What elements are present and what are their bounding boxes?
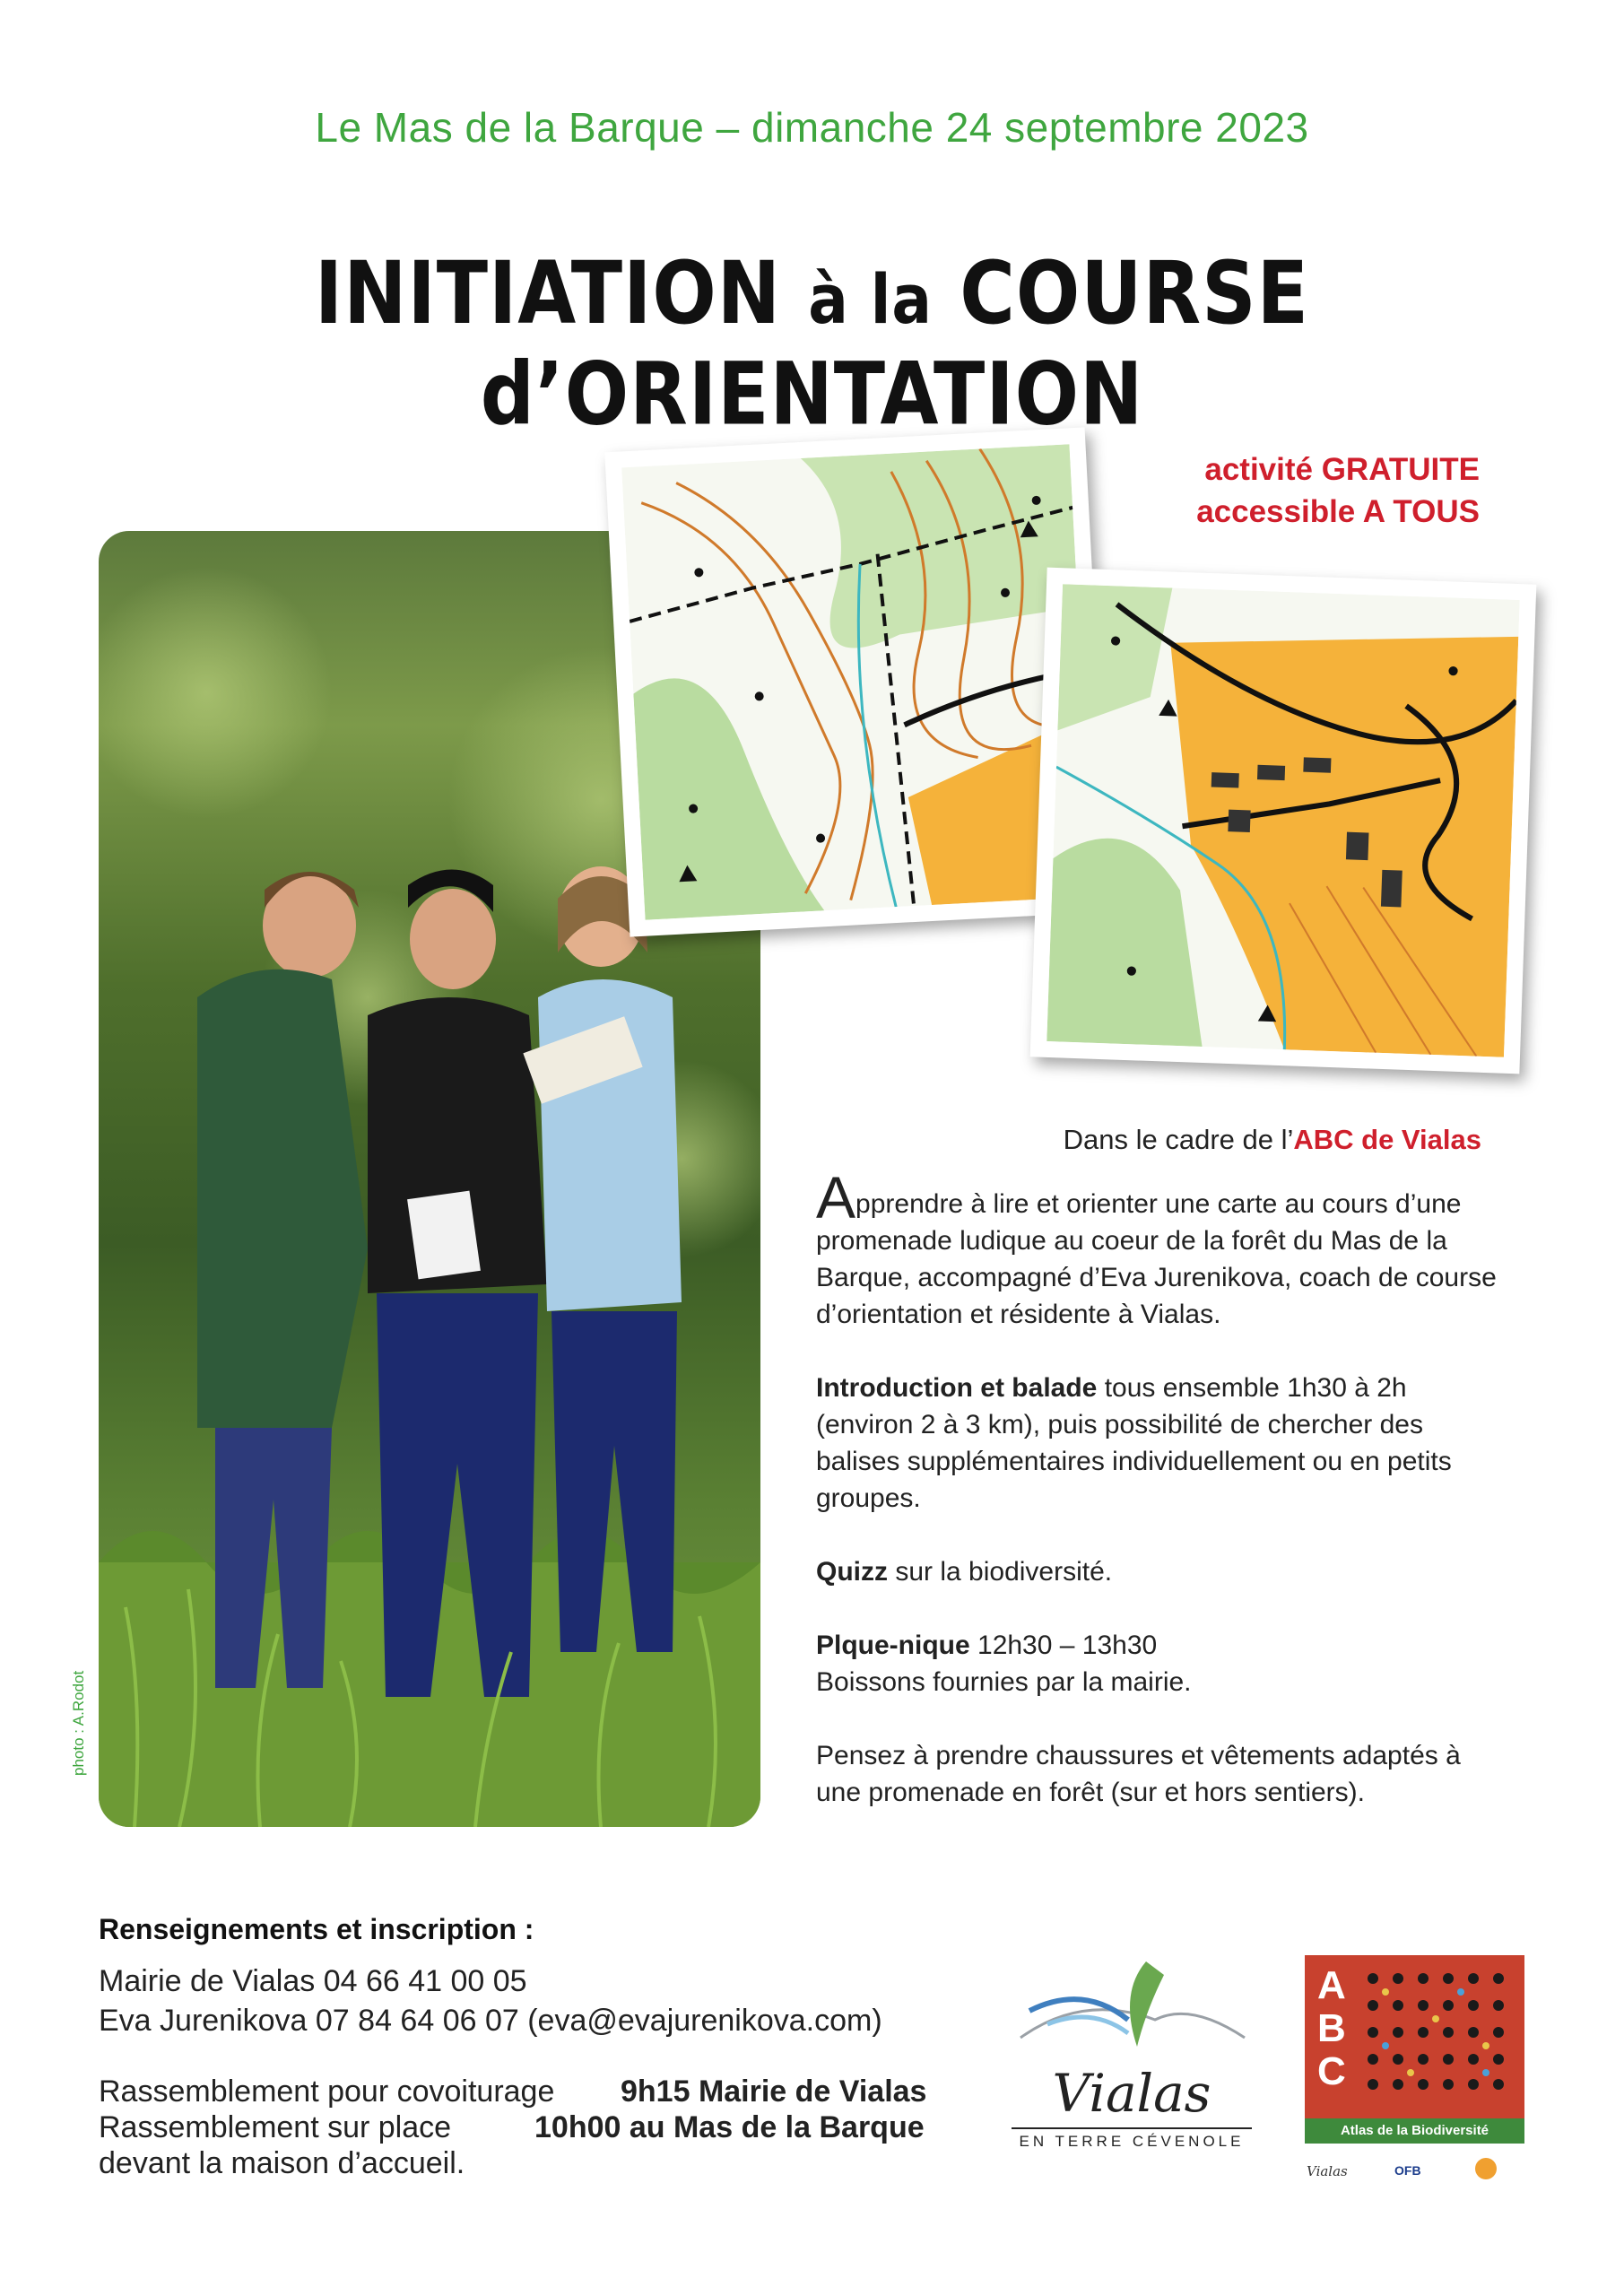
equipment-paragraph: Pensez à prendre chaussures et vêtements adaptés à une promenade en forêt (sur et hors sentiers). — [816, 1741, 1461, 1807]
intro-paragraph — [816, 1164, 1498, 1333]
vialas-logo-mark — [1012, 1957, 1252, 2065]
vialas-tagline: EN TERRE CÉVENOLE — [1012, 2127, 1252, 2151]
vialas-name: Vialas — [1052, 2063, 1211, 2124]
contact-mairie: Mairie de Vialas 04 66 41 00 05 — [99, 1964, 527, 1998]
abc-logo — [1305, 1955, 1524, 2144]
free-line-1: activité GRATUITE — [1204, 452, 1480, 487]
picnic-drinks: Boissons fournies par la mairie. — [816, 1667, 1192, 1697]
partner-ofb: OFB — [1394, 2163, 1421, 2178]
meeting-points — [99, 2074, 960, 2181]
intro-walk-paragraph — [816, 1370, 1498, 1517]
page-title — [0, 242, 1624, 444]
quiz-label: Quizz — [816, 1557, 888, 1587]
abc-letter-a: A — [1317, 1963, 1346, 2007]
intro-walk-text: tous ensemble 1h30 à 2h (environ 2 à 3 km), puis possibilité de chercher des balises supplémentaires individuellement ou en petits groupes. — [816, 1373, 1452, 1513]
title-part-2: à la — [808, 259, 933, 340]
species-icon-grid — [1362, 1968, 1515, 2093]
partner-spiral-icon — [1475, 2158, 1497, 2179]
title-part-1: INITIATION — [314, 242, 782, 344]
info-title: Renseignements et inscription : — [99, 1913, 534, 1945]
picnic-label: Plque-nique — [816, 1631, 970, 1660]
free-activity-badge — [1076, 448, 1480, 533]
free-line-2: accessible A TOUS — [1196, 494, 1480, 529]
photo-credit: photo : A.Rodot — [70, 1670, 87, 1776]
quiz-paragraph — [816, 1553, 1498, 1590]
orienteering-map-2 — [1030, 568, 1537, 1074]
context-highlight: ABC de Vialas — [1293, 1124, 1481, 1155]
title-part-3: COURSE d’ORIENTATION — [480, 242, 1310, 445]
abc-letter-b: B — [1317, 2006, 1346, 2050]
context-line — [897, 1124, 1481, 1156]
picnic-paragraph — [816, 1627, 1498, 1700]
drop-cap: A — [816, 1164, 856, 1231]
map-1-illustration — [621, 444, 1093, 919]
intro-walk-label: Introduction et balade — [816, 1373, 1098, 1403]
carpool-label: Rassemblement pour covoiturage — [99, 2074, 555, 2109]
event-subtitle: Le Mas de la Barque – dimanche 24 septembre 2023 — [315, 104, 1309, 151]
partner-vialas: Vialas — [1307, 2163, 1348, 2179]
context-prefix: Dans le cadre de l’ — [1063, 1124, 1294, 1155]
partner-logos — [1305, 2152, 1524, 2188]
meeting-carpool — [99, 2074, 960, 2109]
abc-letter-c: C — [1317, 2049, 1346, 2093]
meeting-location: devant la maison d’accueil. — [99, 2146, 465, 2180]
description-body — [816, 1164, 1498, 1848]
onsite-label: Rassemblement sur place — [99, 2110, 452, 2144]
picnic-time: 12h30 – 13h30 — [969, 1631, 1158, 1660]
onsite-value: 10h00 au Mas de la Barque — [534, 2110, 925, 2144]
quiz-text: sur la biodiversité. — [888, 1557, 1113, 1587]
orienteering-map-1 — [604, 427, 1110, 936]
meeting-onsite — [99, 2109, 960, 2145]
carpool-value: 9h15 Mairie de Vialas — [621, 2074, 927, 2109]
map-2-illustration — [1046, 584, 1519, 1057]
abc-caption: Atlas de la Biodiversité Communale — [1305, 2118, 1524, 2144]
abc-letters — [1317, 1964, 1346, 2093]
contact-eva: Eva Jurenikova 07 84 64 06 07 (eva@evajurenikova.com) — [99, 2004, 882, 2038]
intro-text: pprendre à lire et orienter une carte au cours d’une promenade ludique au coeur de la forêt du Mas de la Barque, accompagné d’Eva Jurenikova, coach de course d’orientation et résidente à Vialas. — [816, 1189, 1497, 1329]
vialas-logo — [1012, 1957, 1252, 2150]
